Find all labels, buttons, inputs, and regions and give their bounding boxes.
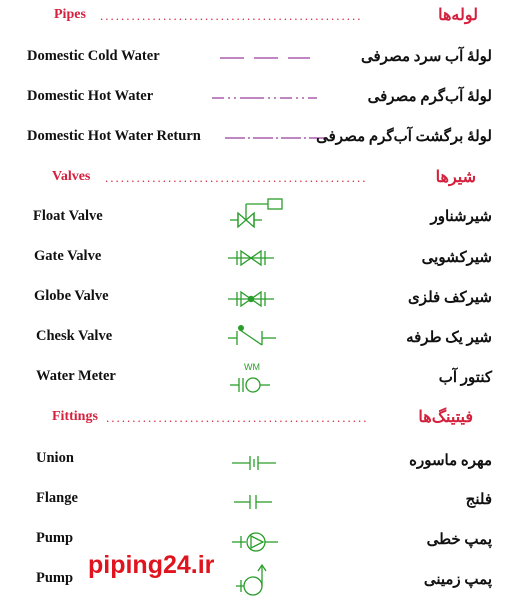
pipe-label-en: Domestic Hot Water xyxy=(27,88,154,104)
water-meter-symbol-icon xyxy=(230,374,276,396)
pipes-title-en: Pipes xyxy=(54,7,86,22)
valve-label-en: Globe Valve xyxy=(34,288,109,304)
valves-title-en: Valves xyxy=(52,169,91,184)
valves-leader-dots: .................................................. xyxy=(105,170,368,185)
fitting-label-en: Flange xyxy=(36,490,78,506)
check-valve-symbol-icon xyxy=(228,322,278,348)
valve-label-en: Water Meter xyxy=(36,368,116,384)
valve-label-fa: شیر یک طرفه xyxy=(406,330,492,346)
fitting-label-en: Pump xyxy=(36,530,74,546)
valve-label-fa: شیرکف فلزی xyxy=(408,290,492,306)
pipe-label-fa: لولهٔ آب سرد مصرفی xyxy=(361,49,492,65)
valve-label-en: Float Valve xyxy=(33,208,103,224)
union-symbol-icon xyxy=(232,455,278,471)
flange-symbol-icon xyxy=(234,494,274,510)
valve-label-en: Chesk Valve xyxy=(36,328,113,344)
valve-label-en: Gate Valve xyxy=(34,248,102,264)
site-watermark: piping24.ir xyxy=(88,551,215,579)
fitting-label-en: Union xyxy=(36,450,74,466)
fitting-label-fa: پمپ خطی xyxy=(426,532,492,548)
gate-valve-symbol-icon xyxy=(228,249,274,267)
hot-water-line-icon xyxy=(212,94,317,102)
fitting-label-fa: مهره ماسوره xyxy=(409,453,492,469)
fittings-title-en: Fittings xyxy=(52,409,98,424)
fitting-label-en: Pump xyxy=(36,570,74,586)
pipes-title-fa: لوله‌ها xyxy=(438,7,478,24)
valve-label-fa: کنتور آب xyxy=(438,370,492,386)
pipe-label-en: Domestic Hot Water Return xyxy=(27,128,201,144)
pipe-label-en: Domestic Cold Water xyxy=(27,48,160,64)
inline-pump-symbol-icon xyxy=(232,530,280,554)
globe-valve-symbol-icon xyxy=(228,290,274,308)
fittings-leader-dots: .................................................. xyxy=(106,410,369,425)
floor-pump-symbol-icon xyxy=(236,562,276,598)
fitting-label-fa: فلنج xyxy=(465,492,492,508)
valve-label-fa: شیرشناور xyxy=(430,209,492,225)
fittings-title-fa: فیتینگ‌ها xyxy=(418,409,473,426)
fitting-label-fa: پمپ زمینی xyxy=(423,572,492,588)
valves-title-fa: شیرها xyxy=(435,169,476,186)
valve-label-fa: شیرکشویی xyxy=(421,250,492,266)
hot-water-return-line-icon xyxy=(225,134,325,142)
cold-water-line-icon xyxy=(220,54,310,62)
float-valve-symbol-icon xyxy=(230,196,290,232)
pipe-label-fa: لولهٔ برگشت آب‌گرم مصرفی xyxy=(316,129,492,145)
pipes-leader-dots: .................................................. xyxy=(100,8,363,23)
pipe-label-fa: لولهٔ آب‌گرم مصرفی xyxy=(367,89,492,105)
water-meter-symbol-label: WM xyxy=(244,362,260,372)
